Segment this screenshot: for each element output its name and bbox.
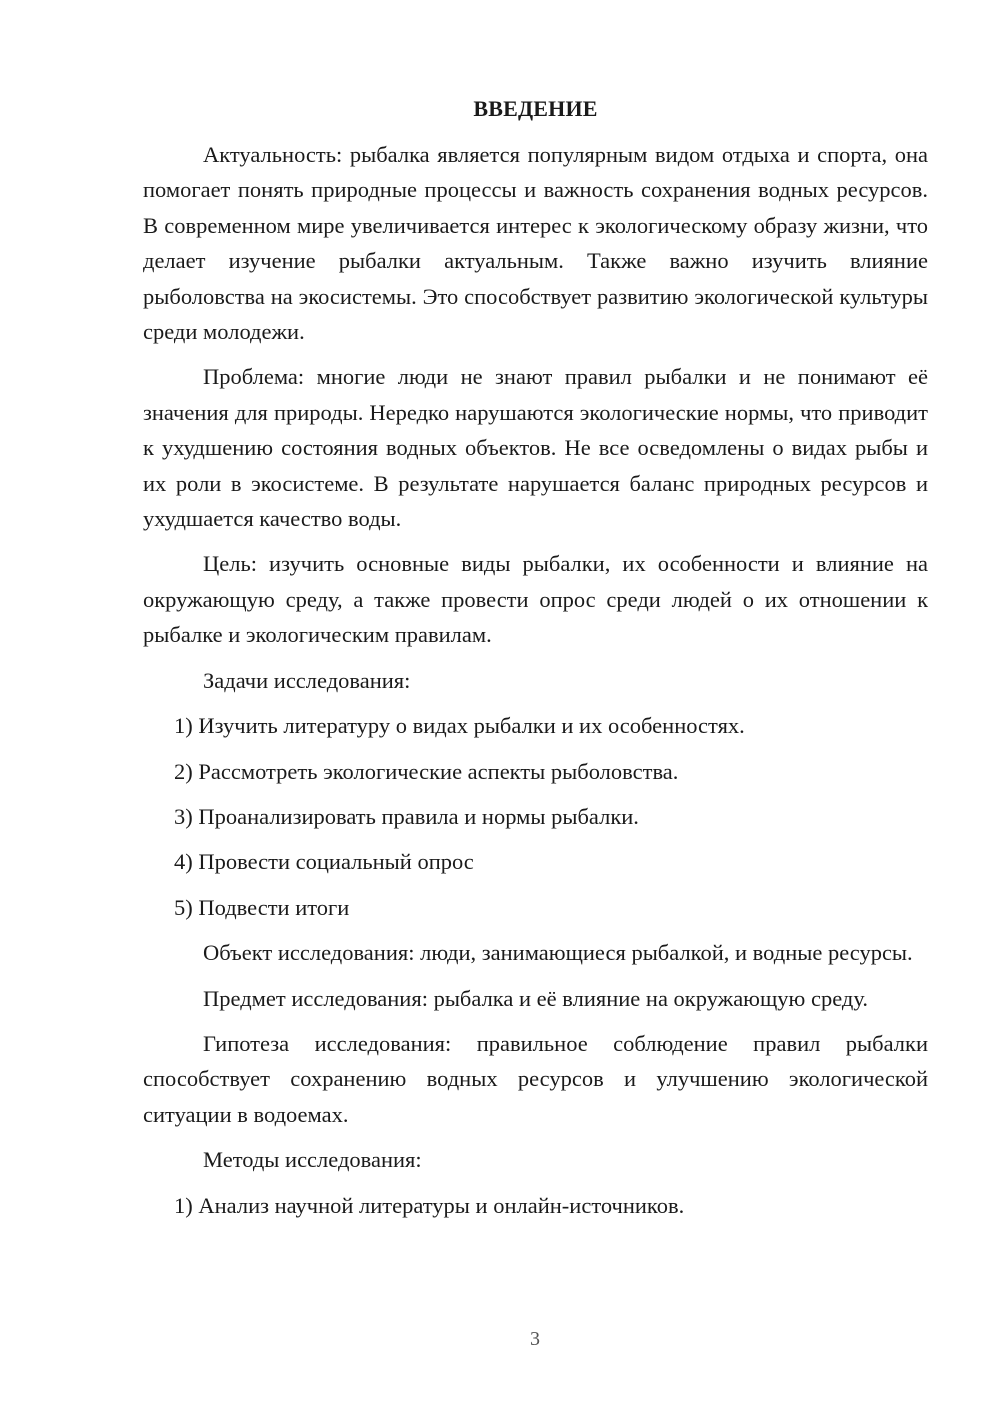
task-item: 2) Рассмотреть экологические аспекты рыболовства.	[174, 758, 679, 784]
method-item: 1) Анализ научной литературы и онлайн-источников.	[174, 1192, 685, 1218]
page-content	[143, 92, 928, 1233]
problem-paragraph: Проблема: многие люди не знают правил рыбалки и не понимают её значения для природы. Нередко нарушаются экологические нормы, что приводит к ухудшению состояния водных объектов. Не все осведомлены о видах рыбы и их роли в экосистеме. В результате нарушается баланс природных ресурсов и ухудшается качество воды.	[143, 364, 928, 532]
subject-paragraph: Предмет исследования: рыбалка и её влияние на окружающую среду.	[203, 985, 868, 1011]
task-item: 1) Изучить литературу о видах рыбалки и их особенностях.	[174, 713, 745, 739]
hypothesis-paragraph: Гипотеза исследования: правильное соблюдение правил рыбалки способствует сохранению водных ресурсов и улучшению экологической ситуации в водоемах.	[143, 1030, 928, 1127]
relevance-paragraph: Актуальность: рыбалка является популярным видом отдыха и спорта, она помогает понять природные процессы и важность сохранения водных ресурсов. В современном мире увеличивается интерес к экологическому образу жизни, что делает изучение рыбалки актуальным. Также важно изучить влияние рыболовства на экосистемы. Это способствует развитию экологической культуры среди молодежи.	[143, 142, 928, 345]
task-item: 5) Подвести итоги	[174, 894, 350, 920]
task-item: 4) Провести социальный опрос	[174, 849, 474, 875]
methods-heading: Методы исследования:	[203, 1147, 422, 1173]
task-item: 3) Проанализировать правила и нормы рыбалки.	[174, 803, 639, 829]
page-number: 3	[530, 1328, 540, 1350]
object-paragraph: Объект исследования: люди, занимающиеся рыбалкой, и водные ресурсы.	[203, 940, 913, 966]
goal-paragraph: Цель: изучить основные виды рыбалки, их особенности и влияние на окружающую среду, а также провести опрос среди людей о их отношении к рыбалке и экологическим правилам.	[143, 551, 928, 648]
tasks-heading: Задачи исследования:	[203, 667, 411, 693]
page-title: ВВЕДЕНИЕ	[473, 96, 598, 121]
